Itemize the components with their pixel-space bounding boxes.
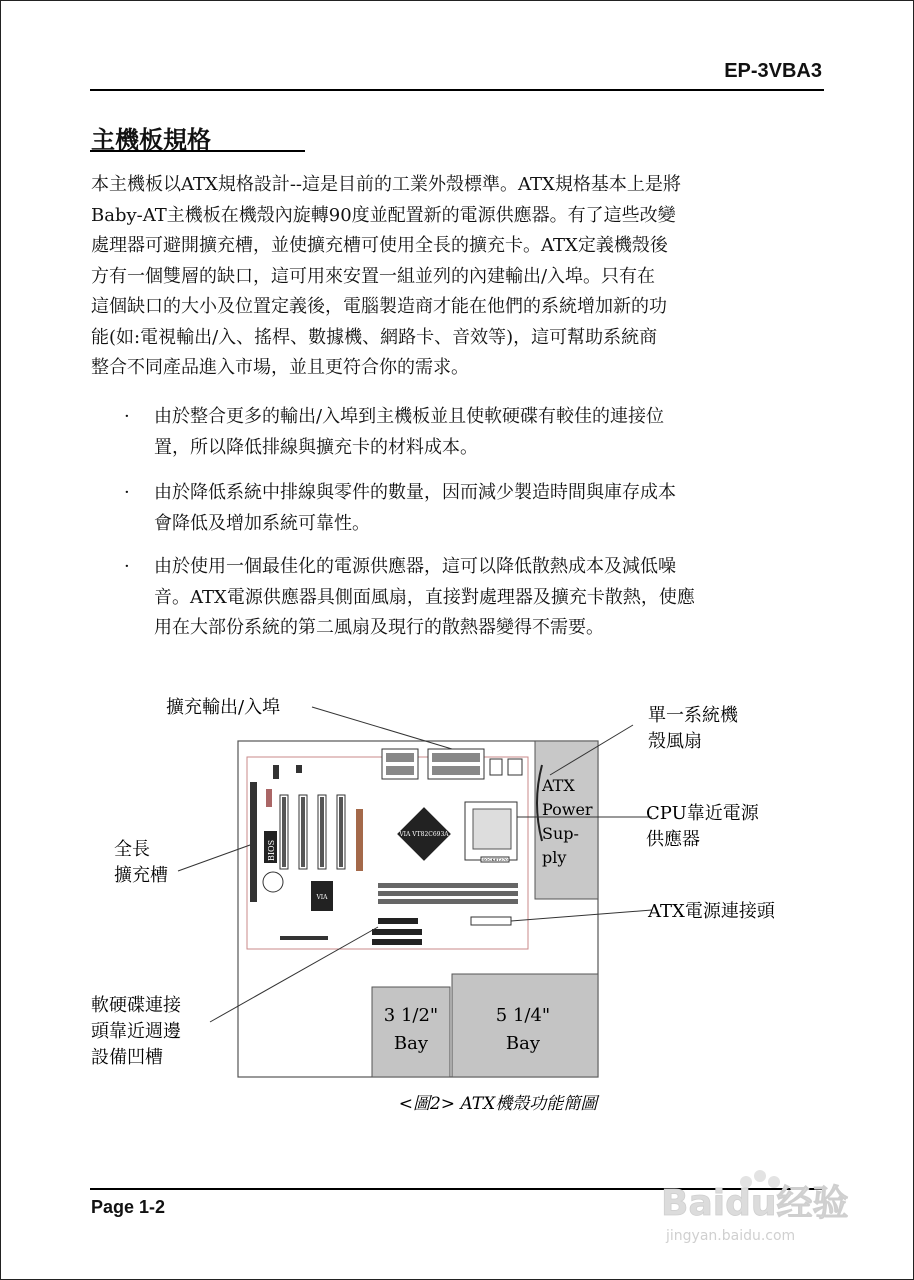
psu-label: ply [542,848,567,867]
dimm-slot [378,883,518,888]
cpu-psu-label: CPU靠近電源 [646,803,759,824]
intro-line: 處理器可避開擴充槽，並使擴充槽可使用全長的擴充卡。ATX定義機殼後 [91,235,668,256]
io-port-pin [432,753,480,762]
figure-caption: <圖2> ATX機殼功能簡圖 [398,1094,598,1114]
front-panel-header [280,936,328,940]
bios-label: BIOS [267,839,276,861]
north-bridge-label: VIA VT82C693A [399,831,449,838]
watermark-brand: Baidu经验 [661,1183,849,1224]
case-fan-label: 殼風扇 [648,731,702,752]
bay-35-label: Bay [393,1033,429,1054]
atx-connector-label: ATX電源連接頭 [648,901,775,922]
psu-label: Sup- [542,824,579,843]
watermark-url: jingyan.baidu.com [666,1228,796,1244]
floppy-connector [378,918,418,924]
dimm-slot [378,891,518,896]
case-fan-label: 單一系統機 [648,705,738,726]
io-port-pin [386,753,414,762]
bullet-marker: · [124,482,130,503]
bullet-line: 由於降低系統中排線與零件的數量，因而減少製造時間與庫存成本 [154,482,676,503]
expansion-slot-label: 擴充槽 [114,865,168,886]
intro-line: 整合不同產品進入市場，並且更符合你的需求。 [91,357,469,378]
io-ports-label: 擴充輸出/入埠 [166,697,281,718]
section-title: 主機板規格 [91,126,211,154]
bullet-line: 由於整合更多的輸出/入埠到主機板並且使軟硬碟有較佳的連接位 [154,406,665,427]
bullet-marker: · [124,406,130,427]
bay-35-label: 3 1/2" [383,1005,439,1026]
bullet-line: 會降低及增加系統可靠性。 [154,512,370,534]
isa-slot [250,782,257,902]
bay-525-label: 5 1/4" [495,1005,551,1026]
intro-line: Baby-AT主機板在機殼內旋轉90度並配置新的電源供應器。有了這些改變 [91,204,676,226]
atx-power-connector [471,917,511,925]
socket-label: SOCKET370 [482,857,508,862]
battery [263,872,283,892]
intro-line: 方有一個雙層的缺口，這可用來安置一組並列的內建輸出/入埠。只有在 [91,265,656,287]
bay-35 [372,987,450,1077]
intro-line: 能(如:電視輸出/入、搖桿、數據機、網路卡、音效等)，這可幫助系統商 [91,326,658,348]
psu-label: ATX [542,776,575,795]
ide-connector [372,939,422,945]
bullet-marker: · [124,556,130,577]
io-port [508,759,522,775]
header-rule [90,89,824,91]
paw-icon [754,1170,766,1182]
dimm-slot [378,899,518,904]
bullet-line: 由於使用一個最佳化的電源供應器，這可以降低散熱成本及減低噪 [154,556,676,577]
intro-line: 這個缺口的大小及位置定義後，電腦製造商才能在他們的系統增加新的功 [91,296,667,317]
pci-slot-fill [339,797,343,867]
bullet-line: 用在大部份系統的第二風扇及現行的散熱器變得不需要。 [154,617,604,638]
io-port [490,759,502,775]
cpu-socket-inner [473,809,511,849]
psu-label: Power [542,800,593,819]
model-number: EP-3VBA3 [724,60,822,82]
io-port-pin [432,766,480,775]
pci-slot-fill [301,797,305,867]
bullet-line: 置，所以降低排線與擴充卡的材料成本。 [154,436,478,458]
cpu-psu-label: 供應器 [646,829,700,850]
expansion-slot-label: 全長 [114,839,150,860]
header [296,765,302,773]
south-bridge-label: VIA [316,894,328,901]
floppy-label: 軟硬碟連接 [91,995,181,1016]
bay-525-label: Bay [505,1033,541,1054]
agp-slot [356,809,363,871]
header [273,765,279,779]
io-port-pin [386,766,414,775]
ide-connector [372,929,422,935]
pci-slot-fill [282,797,286,867]
amr-slot [266,789,272,807]
atx-case-diagram [80,685,840,1125]
floppy-label: 頭靠近週邊 [91,1021,181,1042]
baidu-watermark [656,1160,866,1250]
intro-line: 本主機板以ATX規格設計--這是目前的工業外殼標準。ATX規格基本上是將 [91,174,681,195]
page-number: Page 1-2 [91,1197,166,1217]
bullet-line: 音。ATX電源供應器具側面風扇，直接對處理器及擴充卡散熱，使應 [154,586,695,608]
floppy-label: 設備凹槽 [91,1047,163,1068]
pci-slot-fill [320,797,324,867]
title-underline [90,150,305,152]
intro-paragraph [91,170,827,384]
